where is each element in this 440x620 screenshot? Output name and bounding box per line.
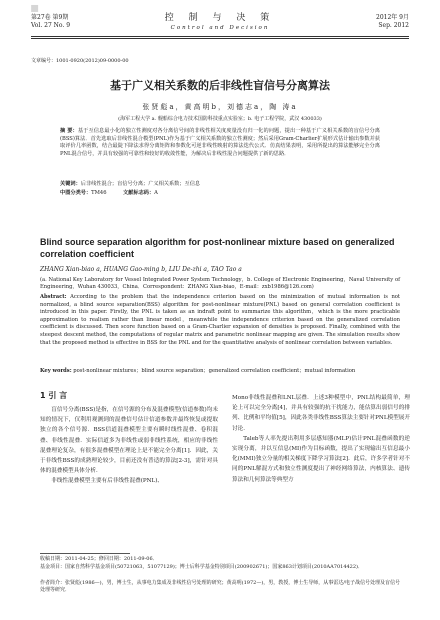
watermark: ▪	[30, 0, 40, 16]
issue-date	[376, 14, 409, 30]
journal-en: Control and Decision	[170, 25, 270, 31]
header-rule	[31, 36, 409, 37]
keywords-cn-label: 关键词：	[60, 181, 81, 187]
keywords-cn-text: 后非线性混合；盲信号分离；广义相关系数；互信息	[80, 181, 201, 187]
date-cn: 2012年 9月	[376, 14, 409, 21]
footnote-received: 收稿日期：2011-04-25；修回日期：2011-09-06．	[40, 556, 158, 562]
abstract-cn	[60, 128, 380, 158]
journal-cn: 控 制 与 决 策	[164, 13, 276, 23]
issue-cn: 第27卷 第9期	[31, 14, 69, 21]
paragraph-continued: Mono非线性混叠和LNL层叠．上述3种模型中，PNL结构最简单，理论上可以完全分离[4]，并具有较强的抗干扰能力，能估算出弱信号的排列、比例和平均值[5]，因此各类非线性BSS算法主要针对PNL模型展开讨论．	[232, 395, 410, 432]
issue-en: Vol. 27 No. 9	[31, 22, 71, 29]
keywords-en	[40, 368, 400, 375]
abstract-cn-text: 基于互信息最小化的独立性测度对各分离信号间的非线性相关度度量没有归一化的问题，提出一种基于广义相关系数的盲信号分离(BSS)算法．首先选取后非线性混合模型(PNL)作为基于广义相关系数的独立性测度；然后采用Gram-Charlier扩展形式估计输出参数并获取评价几率函数，结合最陡下降法求得分离矩阵和参数化可逆非线性映射的算法迭代公式．仿真结果表明，采用所提出的算法能够完全分离PNL混合信号，并具有较强的可靠性和较好的收敛性能，为解决后非线性混合问题提供了新的思路．	[60, 128, 380, 157]
body-column-right	[232, 393, 410, 485]
body-column-left	[40, 405, 218, 487]
authors-cn: 张贤彪a，黄高明b，刘德志a，陶 涛a	[142, 103, 298, 111]
paper-title-en: Blind source separation algorithm for post-nonlinear mixture based on generalized correlation coefficient	[40, 237, 395, 259]
authors-en: ZHANG Xian-biao a, HUANG Gao-ming b, LIU De-zhi a, TAO Tao a	[40, 266, 242, 273]
class-label: 中图分类号：	[60, 190, 92, 196]
abstract-en	[40, 294, 400, 347]
keywords-cn	[60, 181, 380, 189]
date-en: Sep. 2012	[378, 22, 409, 29]
paragraph: Taleb等人率先提出利用多层感知器(MLP)估计PNL混叠函数的逆实现分离，并以互信息(MI)作为目标函数，提出了实现输出互信息最小化(MMI)独立分量的相关梯度下降学习算法[2]．此后，许多学者针对不同的PNL解混方式和独立性测度提出了神经网络算法，内核算法、遗传算法和几何算法等典型方	[232, 435, 410, 483]
doc-code-value: A	[154, 190, 158, 196]
keywords-en-text: post-nonlinear mixtures；blind source separation；generalized correlation coefficient；mutual information	[73, 368, 356, 374]
abstract-en-text: According to the problem that the independence criterion based on the minimization of mutual information is not normalized, a blind source separation(BSS) algorithm for post-nonlinear mixture(PNL) based on general correlation coefficient is introduced in this paper. Firstly, the PNL is taken as an indraft point to summarize this algorithm，which is the more practicable approximation to realism rather than linear model，meanwhile the independence criterion based on the generalized correlation coefficient is discussed. Then score function based on a Gram-Charlier expansion of densities is proposed. Finally, combined with the steepest descent method, the computations of regular matrix and parametric nonlinear mapping are given. The simulation results show that the proposed method is effective in BSS for the PNL and for the quantitative analysis of nonlinear correlation between variables.	[40, 294, 401, 346]
article-number: 文章编号：1001-0920(2012)09-0000-00	[31, 58, 129, 64]
affiliation-cn: (海军工程大学 a. 舰船综合电力技术国防科技重点实验室；b. 电子工程学院，武汉 430033)	[118, 116, 322, 122]
keywords-en-label: Key words:	[40, 368, 72, 374]
doc-code-label: 文献标志码：	[123, 190, 155, 196]
paper-title-cn: 基于广义相关系数的后非线性盲信号分离算法	[110, 79, 330, 92]
paragraph: 盲信号分离(BSS)是指，在信号源的分布及混叠模型(信道参数)均未知的情况下，仅利用观测到的混叠信号估计信道参数并最终恢复或提取独立的各个信号源．BSS信道混叠模型主要有瞬时线性混叠、卷积混叠、非线性混叠．实际信道多为非线性或弱非线性系统，相应的非线性混叠理论复杂，有很多混叠模型在理论上是不能完全分离[1]．因此，关于非线性BSS的成熟理论较少，目前还没有普适的算法[2-3]，需针对具体的混叠模型具体分析．	[40, 407, 218, 475]
footnote-author-bio: 作者简介：张贤彪(1986—)，男，博士生，从事电力集成及非线性信号处理的研究；黄高明(1972—)，男，教授，博士生导师，从事雷达/电子战信号处理及盲信号处理等研究．	[40, 580, 400, 594]
footnote-funding: 基金项目：国家自然科学基金项目(50721063，51077129)；博士后科学基金特别项目(200902671)；国家863计划项目(2010AA7014422)．	[40, 564, 363, 570]
section-heading: 1 引 言	[40, 391, 68, 400]
journal-name	[0, 10, 440, 31]
paragraph: 非线性混叠模型主要有后非线性混叠(PNL)、	[51, 478, 164, 485]
header-rule-thin	[31, 38, 409, 39]
classification-cn	[60, 190, 380, 198]
class-value: TM46	[91, 190, 107, 196]
footnote-rule	[40, 553, 130, 554]
abstract-en-label: Abstract:	[40, 294, 67, 300]
affiliation-en: (a. National Key Laboratory for Vessel Integrated Power System Technology，b. College of Electronic Engineering，Naval University of Engineering，Wuhan 430033，China．Correspondent：ZHANG Xian-biao，E-mail：zxb1986@126.com)	[40, 277, 400, 290]
abstract-cn-label: 摘 要：	[60, 128, 78, 134]
